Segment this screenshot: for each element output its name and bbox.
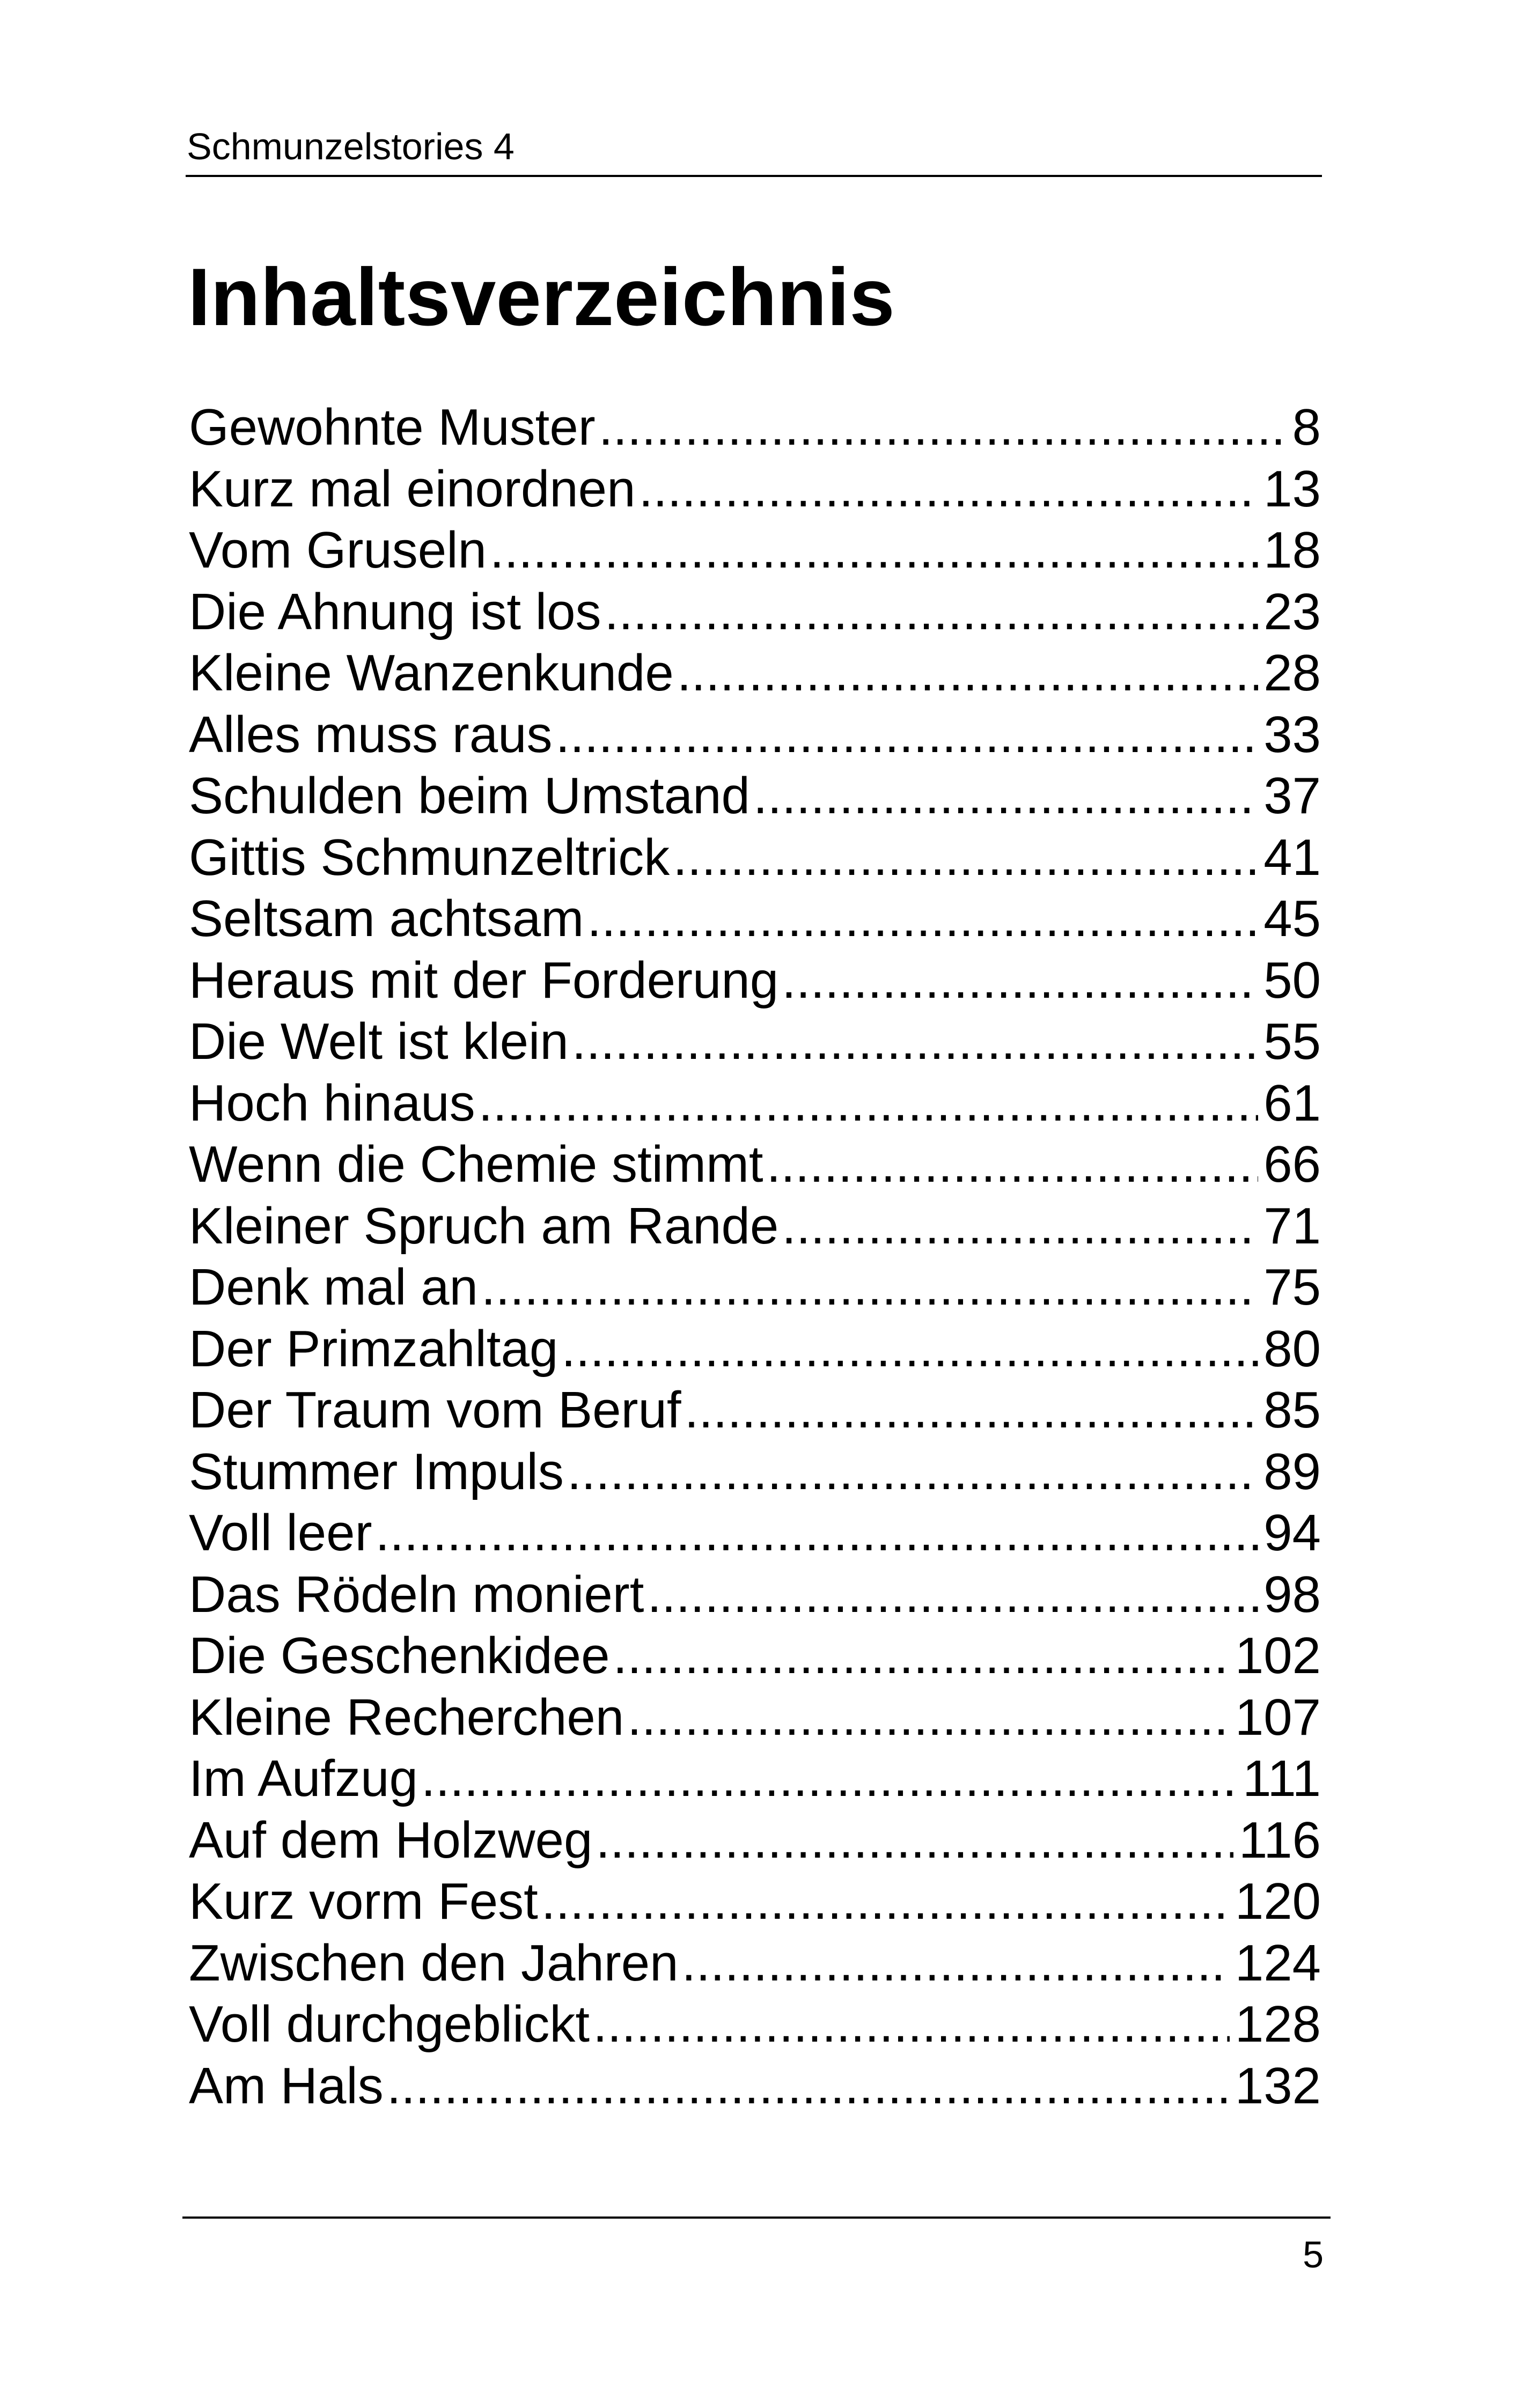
toc-entry-title: Schulden beim Umstand bbox=[189, 767, 750, 824]
toc-entry-title: Denk mal an bbox=[189, 1258, 478, 1316]
toc-entry bbox=[189, 950, 1321, 1012]
toc-dot-leader bbox=[782, 950, 1258, 1012]
toc-dot-leader bbox=[587, 888, 1258, 950]
toc-dot-leader bbox=[376, 1503, 1259, 1564]
toc-entry bbox=[189, 581, 1321, 643]
toc-dot-leader bbox=[421, 1748, 1237, 1810]
toc-dot-leader bbox=[572, 1011, 1258, 1073]
toc-entry-page: 120 bbox=[1235, 1873, 1321, 1930]
toc-entry bbox=[189, 1503, 1321, 1564]
toc-entry-title: Gittis Schmunzeltrick bbox=[189, 828, 670, 886]
toc-dot-leader bbox=[604, 581, 1258, 643]
toc-entry-page: 116 bbox=[1238, 1811, 1321, 1869]
toc-dot-leader bbox=[647, 1564, 1258, 1626]
toc-entry bbox=[189, 1441, 1321, 1503]
toc-dot-leader bbox=[387, 2056, 1230, 2117]
toc-dot-leader bbox=[767, 1134, 1259, 1196]
toc-entry-page: 107 bbox=[1235, 1688, 1321, 1746]
toc-entry-title: Im Aufzug bbox=[189, 1750, 418, 1807]
toc-entry-title: Heraus mit der Forderung bbox=[189, 951, 779, 1009]
toc-entry bbox=[189, 1748, 1321, 1810]
toc-entry-title: Die Geschenkidee bbox=[189, 1627, 610, 1684]
toc-entry bbox=[189, 827, 1321, 889]
toc-dot-leader bbox=[490, 520, 1258, 581]
toc-entry-title: Kurz vorm Fest bbox=[189, 1873, 538, 1930]
toc-entry-title: Kurz mal einordnen bbox=[189, 460, 636, 518]
toc-entry-title: Stummer Impuls bbox=[189, 1442, 564, 1500]
toc-dot-leader bbox=[567, 1441, 1258, 1503]
toc-entry bbox=[189, 1319, 1321, 1380]
toc-entry bbox=[189, 1933, 1321, 1994]
toc-entry bbox=[189, 765, 1321, 827]
toc-entry-title: Der Primzahltag bbox=[189, 1320, 559, 1378]
toc-entry-page: 111 bbox=[1243, 1750, 1321, 1807]
toc-dot-leader bbox=[613, 1625, 1229, 1687]
toc-dot-leader bbox=[479, 1073, 1259, 1135]
toc-entry-page: 66 bbox=[1263, 1136, 1321, 1193]
toc-dot-leader bbox=[638, 459, 1258, 520]
toc-entry-title: Kleiner Spruch am Rande bbox=[189, 1197, 779, 1255]
toc-entry-title: Voll leer bbox=[189, 1504, 372, 1562]
toc-entry-title: Der Traum vom Beruf bbox=[189, 1381, 681, 1439]
toc-entry bbox=[189, 1196, 1321, 1257]
toc-dot-leader bbox=[682, 1933, 1230, 1994]
toc-entry bbox=[189, 888, 1321, 950]
toc-entry bbox=[189, 459, 1321, 520]
toc-dot-leader bbox=[593, 1994, 1230, 2056]
page-title: Inhaltsverzeichnis bbox=[188, 252, 895, 343]
page-number: 5 bbox=[1303, 2234, 1324, 2276]
toc-entry-page: 80 bbox=[1263, 1320, 1321, 1378]
toc-entry-title: Auf dem Holzweg bbox=[189, 1811, 593, 1869]
toc-entry-page: 94 bbox=[1263, 1504, 1321, 1562]
toc-dot-leader bbox=[685, 1380, 1259, 1441]
toc-entry-page: 98 bbox=[1263, 1565, 1321, 1623]
toc-entry-page: 124 bbox=[1235, 1934, 1321, 1992]
toc-dot-leader bbox=[782, 1196, 1258, 1257]
toc-entry-title: Wenn die Chemie stimmt bbox=[189, 1136, 763, 1193]
toc-dot-leader bbox=[673, 827, 1258, 889]
toc-entry-page: 23 bbox=[1263, 583, 1321, 640]
toc-entry bbox=[189, 1810, 1321, 1872]
toc-dot-leader bbox=[599, 397, 1287, 459]
toc-entry-title: Die Welt ist klein bbox=[189, 1013, 569, 1070]
toc-dot-leader bbox=[677, 643, 1259, 704]
toc-entry bbox=[189, 643, 1321, 704]
toc-entry bbox=[189, 704, 1321, 766]
toc-entry bbox=[189, 1625, 1321, 1687]
toc-entry-page: 55 bbox=[1263, 1013, 1321, 1070]
toc-dot-leader bbox=[556, 704, 1259, 766]
toc-entry bbox=[189, 1564, 1321, 1626]
toc-entry bbox=[189, 397, 1321, 459]
toc-entry bbox=[189, 1871, 1321, 1933]
toc-entry-page: 50 bbox=[1263, 951, 1321, 1009]
toc-entry-page: 71 bbox=[1263, 1197, 1321, 1255]
toc-entry bbox=[189, 2056, 1321, 2117]
toc-entry-page: 13 bbox=[1263, 460, 1321, 518]
footer-rule bbox=[182, 2216, 1331, 2219]
toc-dot-leader bbox=[753, 765, 1258, 827]
toc-entry-page: 132 bbox=[1235, 2057, 1321, 2115]
toc-entry bbox=[189, 1994, 1321, 2056]
toc-dot-leader bbox=[541, 1871, 1230, 1933]
toc-dot-leader bbox=[596, 1810, 1233, 1872]
toc-entry-title: Voll durchgeblickt bbox=[189, 1995, 590, 2053]
toc-entry-page: 8 bbox=[1292, 399, 1321, 456]
toc-dot-leader bbox=[561, 1319, 1258, 1380]
toc-entry-title: Seltsam achtsam bbox=[189, 890, 584, 947]
toc-entry bbox=[189, 520, 1321, 581]
toc-entry-page: 18 bbox=[1263, 521, 1321, 579]
toc-entry-title: Vom Gruseln bbox=[189, 521, 487, 579]
toc-entry-page: 41 bbox=[1263, 828, 1321, 886]
toc-entry bbox=[189, 1687, 1321, 1749]
running-header: Schmunzelstories 4 bbox=[187, 126, 515, 167]
toc-entry-title: Zwischen den Jahren bbox=[189, 1934, 679, 1992]
toc-entry-page: 128 bbox=[1235, 1995, 1321, 2053]
toc-entry-title: Alles muss raus bbox=[189, 705, 553, 763]
toc-entry-page: 61 bbox=[1263, 1074, 1321, 1132]
toc-entry-page: 85 bbox=[1263, 1381, 1321, 1439]
toc-entry-page: 102 bbox=[1235, 1627, 1321, 1684]
toc-entry-title: Die Ahnung ist los bbox=[189, 583, 601, 640]
toc-entry-page: 89 bbox=[1263, 1442, 1321, 1500]
toc-entry-title: Kleine Recherchen bbox=[189, 1688, 624, 1746]
toc-entry bbox=[189, 1257, 1321, 1319]
toc-entry-title: Kleine Wanzenkunde bbox=[189, 644, 674, 702]
toc-entry bbox=[189, 1073, 1321, 1135]
toc-entry-title: Gewohnte Muster bbox=[189, 399, 596, 456]
toc-dot-leader bbox=[481, 1257, 1258, 1319]
toc-entry bbox=[189, 1011, 1321, 1073]
header-rule bbox=[186, 175, 1322, 177]
toc-entry-title: Das Rödeln moniert bbox=[189, 1565, 644, 1623]
toc-entry-page: 33 bbox=[1263, 705, 1321, 763]
toc-dot-leader bbox=[627, 1687, 1230, 1749]
toc-entry-page: 75 bbox=[1263, 1258, 1321, 1316]
toc-entry bbox=[189, 1380, 1321, 1441]
toc-entry-title: Hoch hinaus bbox=[189, 1074, 475, 1132]
toc-entry-page: 37 bbox=[1263, 767, 1321, 824]
toc-entry bbox=[189, 1134, 1321, 1196]
toc-entry-page: 28 bbox=[1263, 644, 1321, 702]
toc-entry-title: Am Hals bbox=[189, 2057, 384, 2115]
table-of-contents bbox=[189, 397, 1321, 2117]
toc-entry-page: 45 bbox=[1263, 890, 1321, 947]
